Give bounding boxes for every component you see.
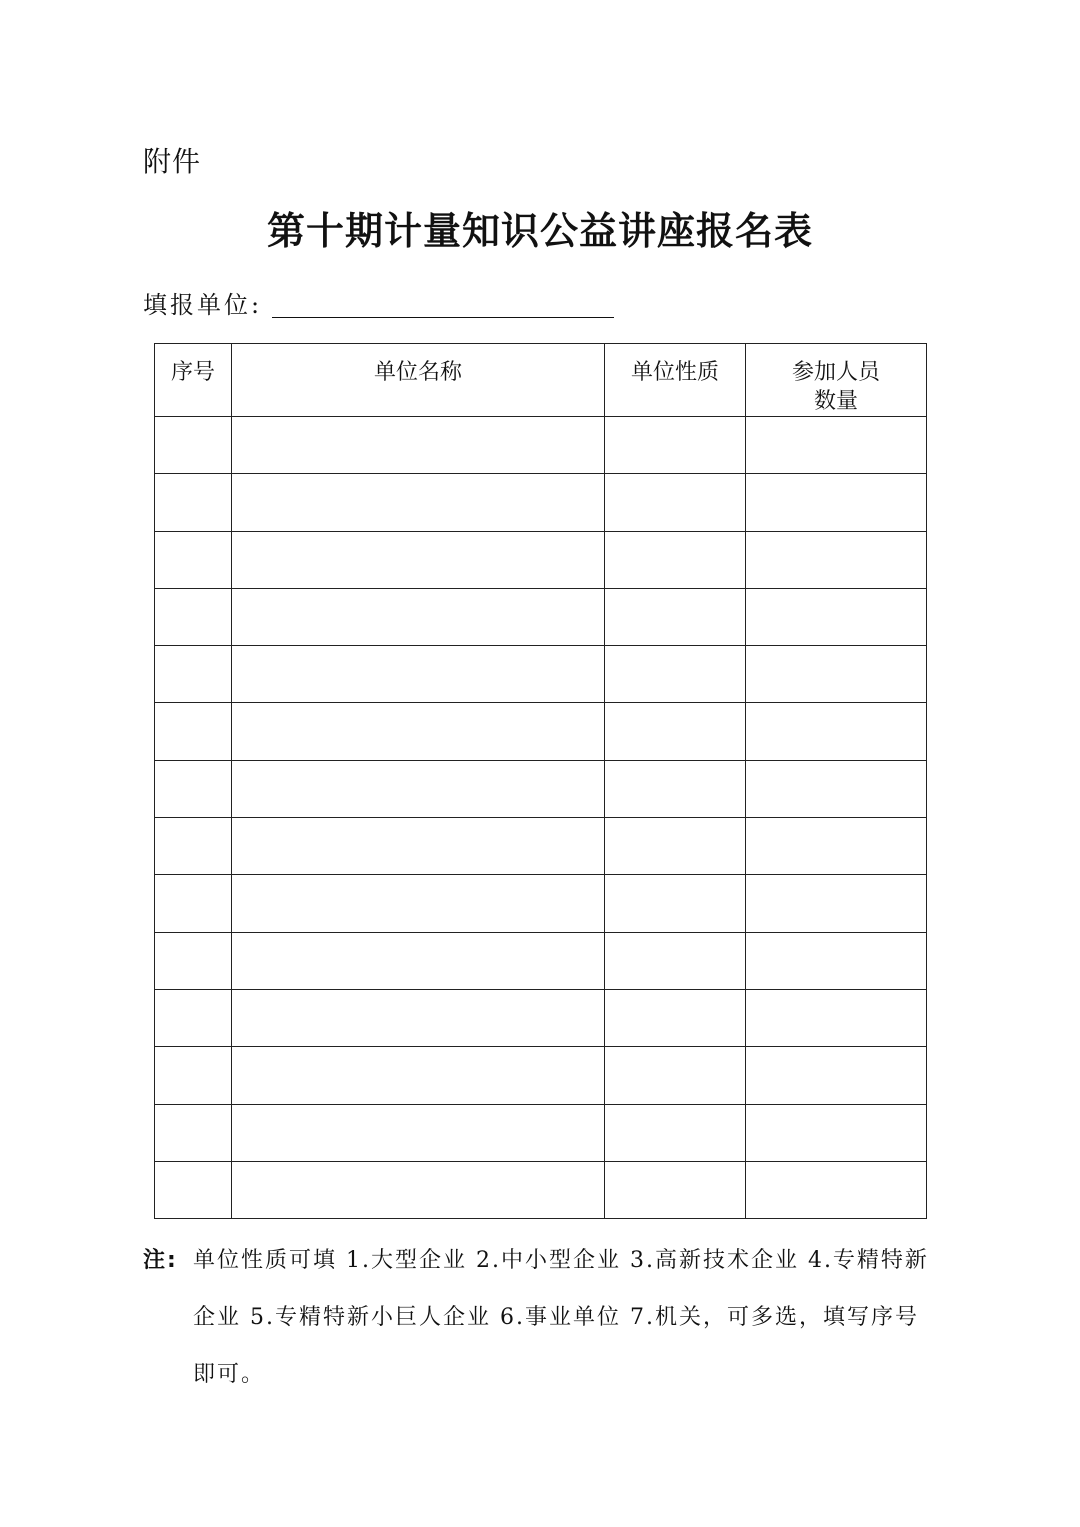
seq-cell[interactable]: [155, 760, 232, 817]
header-unit-name: 单位名称: [232, 344, 605, 417]
fill-unit-input-line[interactable]: [272, 317, 614, 318]
unit-nature-cell[interactable]: [605, 646, 746, 703]
unit-nature-cell[interactable]: [605, 1104, 746, 1161]
unit-nature-cell[interactable]: [605, 703, 746, 760]
participants-cell[interactable]: [746, 875, 927, 932]
seq-cell[interactable]: [155, 875, 232, 932]
seq-cell[interactable]: [155, 1104, 232, 1161]
unit-nature-cell[interactable]: [605, 875, 746, 932]
unit-nature-cell[interactable]: [605, 818, 746, 875]
unit-name-cell[interactable]: [232, 1161, 605, 1218]
unit-name-cell[interactable]: [232, 932, 605, 989]
unit-nature-cell[interactable]: [605, 932, 746, 989]
unit-name-cell[interactable]: [232, 989, 605, 1046]
unit-nature-cell[interactable]: [605, 417, 746, 474]
seq-cell[interactable]: [155, 818, 232, 875]
table-row: [155, 531, 927, 588]
header-participants-line1: 参加人员: [791, 360, 880, 385]
unit-nature-cell[interactable]: [605, 989, 746, 1046]
page-title: 第十期计量知识公益讲座报名表: [266, 208, 813, 253]
participants-cell[interactable]: [746, 818, 927, 875]
unit-name-cell[interactable]: [232, 818, 605, 875]
seq-cell[interactable]: [155, 1161, 232, 1218]
table-row: [155, 1104, 927, 1161]
unit-name-cell[interactable]: [232, 760, 605, 817]
table-row: [155, 703, 927, 760]
table-row: [155, 474, 927, 531]
table-row: [155, 588, 927, 645]
note-label: 注:: [143, 1248, 178, 1273]
participants-cell[interactable]: [746, 417, 927, 474]
unit-nature-cell[interactable]: [605, 1047, 746, 1104]
registration-table: [154, 343, 927, 1219]
participants-cell[interactable]: [746, 1047, 927, 1104]
table-row: [155, 1047, 927, 1104]
unit-name-cell[interactable]: [232, 588, 605, 645]
attachment-label: 附件: [143, 145, 202, 178]
unit-name-cell[interactable]: [232, 1104, 605, 1161]
participants-cell[interactable]: [746, 1161, 927, 1218]
header-seq: 序号: [155, 344, 232, 417]
seq-cell[interactable]: [155, 1047, 232, 1104]
unit-nature-cell[interactable]: [605, 474, 746, 531]
table-row: [155, 760, 927, 817]
unit-name-cell[interactable]: [232, 703, 605, 760]
unit-name-cell[interactable]: [232, 531, 605, 588]
unit-name-cell[interactable]: [232, 1047, 605, 1104]
seq-cell[interactable]: [155, 417, 232, 474]
unit-name-cell[interactable]: [232, 474, 605, 531]
unit-nature-cell[interactable]: [605, 1161, 746, 1218]
table-row: [155, 989, 927, 1046]
table-row: [155, 875, 927, 932]
participants-cell[interactable]: [746, 1104, 927, 1161]
participants-cell[interactable]: [746, 703, 927, 760]
table-row: [155, 417, 927, 474]
seq-cell[interactable]: [155, 531, 232, 588]
participants-cell[interactable]: [746, 932, 927, 989]
fill-unit-label: 填报单位:: [143, 291, 263, 319]
seq-cell[interactable]: [155, 588, 232, 645]
table-body: [155, 417, 927, 1219]
table-row: [155, 818, 927, 875]
unit-nature-cell[interactable]: [605, 531, 746, 588]
table-row: [155, 646, 927, 703]
header-participants: [746, 344, 927, 417]
seq-cell[interactable]: [155, 646, 232, 703]
participants-cell[interactable]: [746, 588, 927, 645]
note-line-1: [143, 1232, 943, 1289]
header-unit-nature: 单位性质: [605, 344, 746, 417]
participants-cell[interactable]: [746, 531, 927, 588]
table-row: [155, 932, 927, 989]
seq-cell[interactable]: [155, 989, 232, 1046]
participants-cell[interactable]: [746, 989, 927, 1046]
unit-nature-cell[interactable]: [605, 760, 746, 817]
note: [143, 1232, 943, 1403]
note-line-2: 企业 5.专精特新小巨人企业 6.事业单位 7.机关，可多选，填写序号: [193, 1305, 919, 1330]
note-text-1: 单位性质可填 1.大型企业 2.中小型企业 3.高新技术企业 4.专精特新: [193, 1248, 929, 1273]
table-header-row: [155, 344, 927, 417]
table-row: [155, 1161, 927, 1218]
seq-cell[interactable]: [155, 932, 232, 989]
participants-cell[interactable]: [746, 760, 927, 817]
participants-cell[interactable]: [746, 646, 927, 703]
note-line-3: 即可。: [193, 1362, 266, 1387]
participants-cell[interactable]: [746, 474, 927, 531]
fill-unit-row: [143, 285, 614, 320]
seq-cell[interactable]: [155, 703, 232, 760]
header-participants-line2: 数量: [813, 389, 858, 414]
seq-cell[interactable]: [155, 474, 232, 531]
unit-name-cell[interactable]: [232, 646, 605, 703]
unit-nature-cell[interactable]: [605, 588, 746, 645]
unit-name-cell[interactable]: [232, 875, 605, 932]
unit-name-cell[interactable]: [232, 417, 605, 474]
